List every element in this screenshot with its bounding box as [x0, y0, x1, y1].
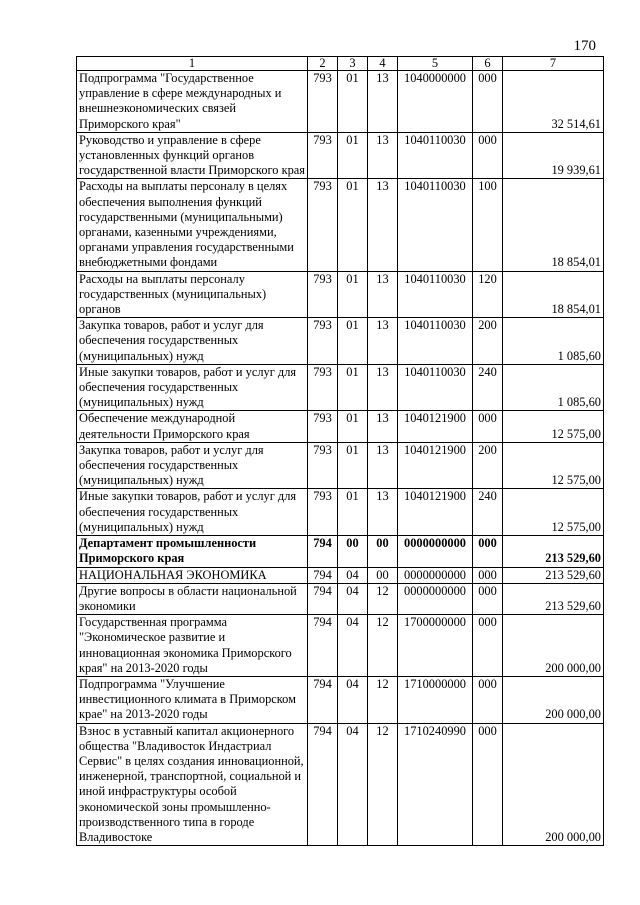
row-name-cell: Руководство и управление в сфере установленных функций органов государственной власти Приморского края: [77, 132, 308, 179]
code-cell: 793: [308, 71, 338, 133]
code-cell: 13: [368, 179, 398, 271]
budget-table: [76, 56, 604, 846]
row-name-cell: Закупка товаров, работ и услуг для обеспечения государственных (муниципальных) нужд: [77, 442, 308, 489]
code-cell: 100: [473, 179, 503, 271]
code-cell: 1710240990: [398, 723, 473, 846]
code-cell: 794: [308, 723, 338, 846]
code-cell: 01: [338, 318, 368, 365]
table-row: [77, 132, 604, 179]
code-cell: 000: [473, 536, 503, 567]
amount-cell: 200 000,00: [503, 723, 604, 846]
row-name-cell: Другие вопросы в области национальной экономики: [77, 583, 308, 614]
table-row: [77, 567, 604, 583]
code-cell: 01: [338, 71, 368, 133]
amount-cell: 1 085,60: [503, 318, 604, 365]
table-row: [77, 411, 604, 442]
table-row: [77, 71, 604, 133]
code-cell: 0000000000: [398, 536, 473, 567]
row-name-cell: Расходы на выплаты персоналу в целях обеспечения выполнения функций государственными (муниципальными) органами, казенными учреждениями, органами управления государственными внебюджетными фондами: [77, 179, 308, 271]
code-cell: 00: [338, 536, 368, 567]
code-cell: 01: [338, 132, 368, 179]
amount-cell: 12 575,00: [503, 489, 604, 536]
row-name-cell: Закупка товаров, работ и услуг для обеспечения государственных (муниципальных) нужд: [77, 318, 308, 365]
code-cell: 794: [308, 567, 338, 583]
table-row: [77, 364, 604, 411]
code-cell: 793: [308, 364, 338, 411]
row-name-cell: Подпрограмма "Государственное управление в сфере международных и внешнеэкономических связей Приморского края": [77, 71, 308, 133]
code-cell: 0000000000: [398, 567, 473, 583]
code-cell: 1700000000: [398, 615, 473, 677]
code-cell: 12: [368, 676, 398, 723]
header-cell: 3: [338, 57, 368, 71]
header-cell: 4: [368, 57, 398, 71]
amount-cell: 12 575,00: [503, 442, 604, 489]
code-cell: 000: [473, 411, 503, 442]
code-cell: 000: [473, 676, 503, 723]
code-cell: 000: [473, 583, 503, 614]
code-cell: 0000000000: [398, 583, 473, 614]
row-name-cell: Иные закупки товаров, работ и услуг для обеспечения государственных (муниципальных) нужд: [77, 364, 308, 411]
code-cell: 000: [473, 723, 503, 846]
table-row: [77, 489, 604, 536]
code-cell: 1040110030: [398, 179, 473, 271]
code-cell: 1710000000: [398, 676, 473, 723]
code-cell: 04: [338, 676, 368, 723]
code-cell: 200: [473, 442, 503, 489]
code-cell: 01: [338, 489, 368, 536]
code-cell: 01: [338, 271, 368, 318]
amount-cell: 213 529,60: [503, 567, 604, 583]
table-row: [77, 583, 604, 614]
code-cell: 13: [368, 364, 398, 411]
code-cell: 12: [368, 583, 398, 614]
header-cell: 5: [398, 57, 473, 71]
table-row: [77, 271, 604, 318]
code-cell: 000: [473, 567, 503, 583]
header-row: [77, 57, 604, 71]
header-cell: 1: [77, 57, 308, 71]
code-cell: 12: [368, 723, 398, 846]
code-cell: 1040110030: [398, 364, 473, 411]
code-cell: 13: [368, 271, 398, 318]
code-cell: 04: [338, 723, 368, 846]
code-cell: 12: [368, 615, 398, 677]
code-cell: 01: [338, 179, 368, 271]
code-cell: 794: [308, 615, 338, 677]
table-row: [77, 318, 604, 365]
table-row: [77, 615, 604, 677]
code-cell: 1040000000: [398, 71, 473, 133]
amount-cell: 18 854,01: [503, 179, 604, 271]
code-cell: 00: [368, 567, 398, 583]
code-cell: 793: [308, 271, 338, 318]
code-cell: 793: [308, 179, 338, 271]
code-cell: 13: [368, 489, 398, 536]
code-cell: 13: [368, 71, 398, 133]
code-cell: 01: [338, 411, 368, 442]
row-name-cell: Государственная программа "Экономическое развитие и инновационная экономика Приморского края" на 2013-2020 годы: [77, 615, 308, 677]
code-cell: 240: [473, 489, 503, 536]
code-cell: 13: [368, 411, 398, 442]
row-name-cell: НАЦИОНАЛЬНАЯ ЭКОНОМИКА: [77, 567, 308, 583]
code-cell: 240: [473, 364, 503, 411]
amount-cell: 18 854,01: [503, 271, 604, 318]
code-cell: 04: [338, 615, 368, 677]
code-cell: 200: [473, 318, 503, 365]
header-cell: 2: [308, 57, 338, 71]
code-cell: 794: [308, 536, 338, 567]
table-row: [77, 536, 604, 567]
amount-cell: 200 000,00: [503, 615, 604, 677]
row-name-cell: Иные закупки товаров, работ и услуг для обеспечения государственных (муниципальных) нужд: [77, 489, 308, 536]
header-cell: 7: [503, 57, 604, 71]
code-cell: 1040110030: [398, 271, 473, 318]
code-cell: 793: [308, 411, 338, 442]
row-name-cell: Департамент промышленности Приморского края: [77, 536, 308, 567]
code-cell: 01: [338, 442, 368, 489]
code-cell: 04: [338, 567, 368, 583]
code-cell: 794: [308, 676, 338, 723]
amount-cell: 213 529,60: [503, 536, 604, 567]
table-row: [77, 179, 604, 271]
code-cell: 000: [473, 71, 503, 133]
row-name-cell: Взнос в уставный капитал акционерного общества "Владивосток Индастриал Сервис" в целях создания инновационной, инженерной, транспортной, социальной и иной инфраструктуры особой экономической зоны промышленно-производственного типа в городе Владивостоке: [77, 723, 308, 846]
code-cell: 793: [308, 318, 338, 365]
code-cell: 793: [308, 132, 338, 179]
amount-cell: 1 085,60: [503, 364, 604, 411]
code-cell: 01: [338, 364, 368, 411]
amount-cell: 19 939,61: [503, 132, 604, 179]
amount-cell: 32 514,61: [503, 71, 604, 133]
amount-cell: 213 529,60: [503, 583, 604, 614]
page-number: 170: [573, 38, 596, 54]
amount-cell: 200 000,00: [503, 676, 604, 723]
table-row: [77, 676, 604, 723]
code-cell: 04: [338, 583, 368, 614]
row-name-cell: Расходы на выплаты персоналу государственных (муниципальных) органов: [77, 271, 308, 318]
code-cell: 1040121900: [398, 489, 473, 536]
code-cell: 1040121900: [398, 411, 473, 442]
code-cell: 794: [308, 583, 338, 614]
code-cell: 120: [473, 271, 503, 318]
code-cell: 00: [368, 536, 398, 567]
code-cell: 13: [368, 132, 398, 179]
code-cell: 1040110030: [398, 132, 473, 179]
row-name-cell: Подпрограмма "Улучшение инвестиционного климата в Приморском крае" на 2013-2020 годы: [77, 676, 308, 723]
code-cell: 000: [473, 615, 503, 677]
header-cell: 6: [473, 57, 503, 71]
code-cell: 1040110030: [398, 318, 473, 365]
code-cell: 13: [368, 318, 398, 365]
code-cell: 1040121900: [398, 442, 473, 489]
row-name-cell: Обеспечение международной деятельности Приморского края: [77, 411, 308, 442]
code-cell: 793: [308, 442, 338, 489]
table-row: [77, 442, 604, 489]
table-row: [77, 723, 604, 846]
amount-cell: 12 575,00: [503, 411, 604, 442]
code-cell: 793: [308, 489, 338, 536]
code-cell: 000: [473, 132, 503, 179]
code-cell: 13: [368, 442, 398, 489]
